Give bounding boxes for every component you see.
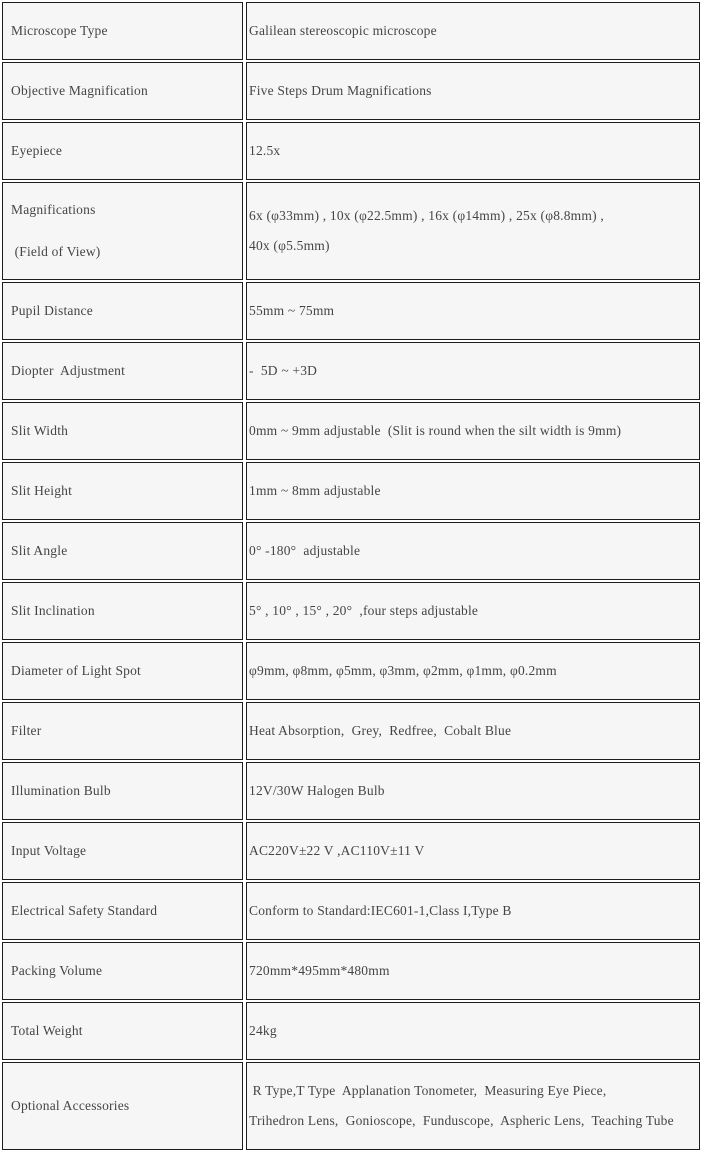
spec-label-cell [2, 182, 243, 280]
spec-value-cell [246, 402, 700, 460]
spec-value-text: 24kg [249, 1023, 277, 1039]
spec-label-cell [2, 702, 243, 760]
spec-value-text: 6x (φ33mm) , 10x (φ22.5mm) , 16x (φ14mm) , 25x (φ8.8mm) , [249, 208, 604, 224]
spec-value-cell [246, 882, 700, 940]
spec-value-text: 5° , 10° , 15° , 20° ,four steps adjustable [249, 603, 479, 619]
spec-label-cell [2, 1062, 243, 1150]
spec-label-cell [2, 462, 243, 520]
spec-value-text: Galilean stereoscopic microscope [249, 23, 437, 39]
spec-label-cell [2, 122, 243, 180]
spec-label-text: Filter [11, 723, 42, 739]
spec-value-text: AC220V±22 V ,AC110V±11 V [249, 843, 425, 859]
spec-label-cell [2, 822, 243, 880]
spec-value-text: 40x (φ5.5mm) [249, 238, 330, 253]
spec-value-text: 12.5x [249, 143, 281, 159]
spec-value-cell [246, 522, 700, 580]
spec-value-cell [246, 1062, 700, 1150]
spec-label-cell [2, 762, 243, 820]
spec-value-text: 55mm ~ 75mm [249, 303, 335, 319]
spec-label-text: Diameter of Light Spot [11, 663, 142, 679]
spec-label-text: Slit Height [11, 483, 73, 499]
table-row [2, 642, 700, 700]
spec-label-text: Packing Volume [11, 963, 103, 979]
table-row [2, 122, 700, 180]
spec-value-cell [246, 282, 700, 340]
spec-label-text: Electrical Safety Standard [11, 903, 158, 919]
spec-label-text: Objective Magnification [11, 83, 148, 99]
spec-value-cell [246, 642, 700, 700]
spec-value-cell [246, 462, 700, 520]
table-row [2, 2, 700, 60]
spec-label-cell [2, 642, 243, 700]
spec-label-text: Diopter Adjustment [11, 363, 126, 379]
spec-label-text: (Field of View) [11, 244, 101, 259]
spec-value-cell [246, 342, 700, 400]
spec-label-text: Total Weight [11, 1023, 83, 1039]
spec-label-text: Eyepiece [11, 143, 63, 159]
table-row [2, 522, 700, 580]
spec-label-cell [2, 2, 243, 60]
table-row [2, 402, 700, 460]
spec-value-text: Trihedron Lens, Gonioscope, Funduscope, Aspheric Lens, Teaching Tube [249, 1113, 674, 1128]
table-row [2, 62, 700, 120]
spec-value-text: 0° -180° adjustable [249, 543, 361, 559]
spec-label-cell [2, 62, 243, 120]
spec-value-text: φ9mm, φ8mm, φ5mm, φ3mm, φ2mm, φ1mm, φ0.2mm [249, 663, 557, 679]
spec-label-cell [2, 1002, 243, 1060]
table-row [2, 342, 700, 400]
spec-label-text: Pupil Distance [11, 303, 93, 319]
spec-value-cell [246, 182, 700, 280]
spec-value-cell [246, 122, 700, 180]
spec-label-cell [2, 942, 243, 1000]
spec-value-cell [246, 822, 700, 880]
table-row [2, 1062, 700, 1150]
spec-value-cell [246, 942, 700, 1000]
spec-label-cell [2, 342, 243, 400]
spec-value-text: Conform to Standard:IEC601-1,Class I,Type B [249, 903, 512, 919]
spec-value-text: Five Steps Drum Magnifications [249, 83, 432, 99]
spec-value-cell [246, 762, 700, 820]
spec-value-text: R Type,T Type Applanation Tonometer, Measuring Eye Piece, [249, 1083, 607, 1099]
spec-value-text: 1mm ~ 8mm adjustable [249, 483, 381, 499]
spec-label-text: Slit Width [11, 423, 69, 439]
spec-label-text: Slit Inclination [11, 603, 95, 619]
spec-value-text: 12V/30W Halogen Bulb [249, 783, 385, 799]
spec-value-text: 720mm*495mm*480mm [249, 963, 390, 979]
spec-label-text: Slit Angle [11, 543, 68, 559]
spec-value-cell [246, 582, 700, 640]
spec-value-text: - 5D ~ +3D [249, 363, 318, 379]
spec-label-text: Microscope Type [11, 23, 108, 39]
table-row [2, 182, 700, 280]
spec-label-cell [2, 282, 243, 340]
spec-value-text: Heat Absorption, Grey, Redfree, Cobalt Blue [249, 723, 512, 739]
table-row [2, 702, 700, 760]
spec-label-text: Input Voltage [11, 843, 87, 859]
table-row [2, 942, 700, 1000]
spec-label-cell [2, 402, 243, 460]
spec-label-text: Illumination Bulb [11, 783, 111, 799]
table-row [2, 762, 700, 820]
spec-label-cell [2, 522, 243, 580]
spec-label-cell [2, 582, 243, 640]
spec-value-cell [246, 62, 700, 120]
table-row [2, 462, 700, 520]
spec-label-text: Optional Accessories [11, 1098, 130, 1114]
spec-value-cell [246, 2, 700, 60]
table-row [2, 822, 700, 880]
spec-label-cell [2, 882, 243, 940]
spec-label-text: Magnifications [11, 202, 96, 218]
spec-value-cell [246, 1002, 700, 1060]
table-row [2, 882, 700, 940]
table-row [2, 582, 700, 640]
table-row [2, 282, 700, 340]
table-row [2, 1002, 700, 1060]
spec-value-cell [246, 702, 700, 760]
spec-value-text: 0mm ~ 9mm adjustable (Slit is round when the silt width is 9mm) [249, 423, 622, 439]
